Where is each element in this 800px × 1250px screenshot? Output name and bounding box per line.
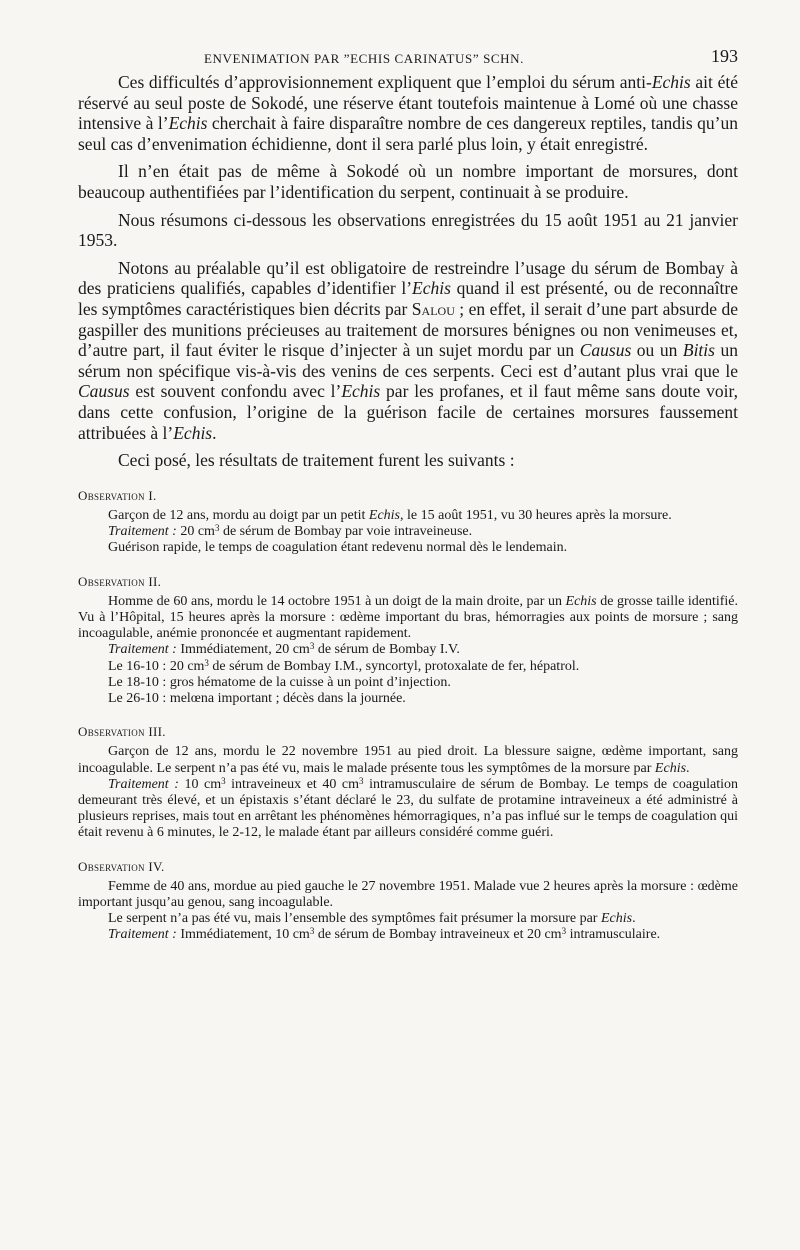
observation-line: Traitement : Immédiatement, 20 $cm^3$ de sérum de Bombay I.V. <box>108 641 460 658</box>
observation-line: Traitement : 20 $cm^3$ de sérum de Bombay par voie intraveineuse. <box>108 523 473 540</box>
observation-line: Traitement : 10 $cm^3$ intraveineux et 40 $cm^3$ intramusculaire de sérum de Bombay. Le temps de coagulation demeurant très élevé, et un épistaxis s’étant déclaré le 23, du sulfate de protamine intraveineux a été administré à plusieurs reprises, mais tout en arrêtant les phénomènes hémorragiques, n’a pas influé sur le temps de coagulation qui était revenu à 6 minutes, le 2-12, le malade étant par ailleurs considéré comme guéri. <box>78 775 738 841</box>
observations <box>78 488 738 944</box>
paragraph-1: Ces difficultés d’approvisionnement expliquent que l’emploi du sérum anti-Echis ait été réservé au seul poste de Sokodé, une réserve étant toutefois maintenue à Lomé où une chasse intensive à l’Echis cherchait à faire disparaître nombre de ces dangereux reptiles, tandis qu’un seul cas d’envenimation échidienne, dont il sera parlé plus loin, y était enregistré. <box>78 72 738 154</box>
observation-line: Guérison rapide, le temps de coagulation étant redevenu normal dès le lendemain. <box>108 540 568 556</box>
body-text <box>78 72 738 471</box>
observation-title: Observation IV. <box>78 858 165 874</box>
observation-line: Le 26-10 : melœna important ; décès dans la journée. <box>108 690 406 706</box>
paragraph-4: Notons au préalable qu’il est obligatoire de restreindre l’usage du sérum de Bombay à des praticiens qualifiés, capables d’identifier l’Echis quand il est présenté, ou de reconnaître les symptômes caractéristiques bien décrits par Salou ; en effet, il serait d’une part absurde de gaspiller des munitions précieuses au traitement de morsures bénignes ou non venimeuses et, d’autre part, il faut éviter le risque d’injecter à un sujet mordu par un Causus ou un Bitis un sérum non spécifique vis-à-vis des venins de ces serpents. Ceci est d’autant plus vrai que le Causus est souvent confondu avec l’Echis par les profanes, et il faut même sans doute voir, dans cette confusion, l’origine de la guérison facile de certaines morsures faussement attribuées à l’Echis. <box>78 257 739 443</box>
observation-title: Observation II. <box>78 573 162 589</box>
observation-title: Observation I. <box>78 487 157 503</box>
observation-line: Garçon de 12 ans, mordu au doigt par un petit Echis, le 15 août 1951, vu 30 heures après la morsure. <box>108 507 672 523</box>
page-header <box>78 42 738 72</box>
observation-line: Traitement : Immédiatement, 10 $cm^3$ de sérum de Bombay intraveineux et 20 $cm^3$ intramusculaire. <box>108 926 661 943</box>
paragraph-2: Il n’en était pas de même à Sokodé où un nombre important de morsures, dont beaucoup authentifiées par l’identification du serpent, continuait à se produire. <box>78 161 738 202</box>
observation-line: Le 18-10 : gros hématome de la cuisse à un point d’injection. <box>108 674 451 690</box>
observation-line: Garçon de 12 ans, mordu le 22 novembre 1951 au pied droit. La blessure saigne, œdème important, sang incoagulable. Le serpent n’a pas été vu, mais le malade présente tous les symptômes de la morsure par Echis. <box>78 744 738 776</box>
page-number: 193 <box>711 46 738 66</box>
page <box>78 42 738 944</box>
observation-title: Observation III. <box>78 724 166 740</box>
paragraph-3: Nous résumons ci-dessous les observations enregistrées du 15 août 1951 au 21 janvier 1953. <box>78 209 738 251</box>
paragraph-5: Ceci posé, les résultats de traitement furent les suivants : <box>118 450 515 471</box>
observation-line: Femme de 40 ans, mordue au pied gauche le 27 novembre 1951. Malade vue 2 heures après la morsure : œdème important jusqu’au genou, sang incoagulable. <box>78 878 738 910</box>
observation-line: Le 16-10 : 20 $cm^3$ de sérum de Bombay I.M., syncortyl, protoxalate de fer, hépatrol. <box>108 657 580 674</box>
observation-line: Homme de 60 ans, mordu le 14 octobre 1951 à un doigt de la main droite, par un Echis de grosse taille identifié. Vu à l’Hôpital, 15 heures après la morsure : œdème important du bras, hémorragies aux points de morsure ; sang incoagulable, anémie prononcée et augmentant rapidement. <box>78 593 739 642</box>
observation-line: Le serpent n’a pas été vu, mais l’ensemble des symptômes fait présumer la morsure par Echis. <box>108 911 636 927</box>
running-head: ENVENIMATION PAR ”ECHIS CARINATUS” SCHN. <box>204 51 525 66</box>
